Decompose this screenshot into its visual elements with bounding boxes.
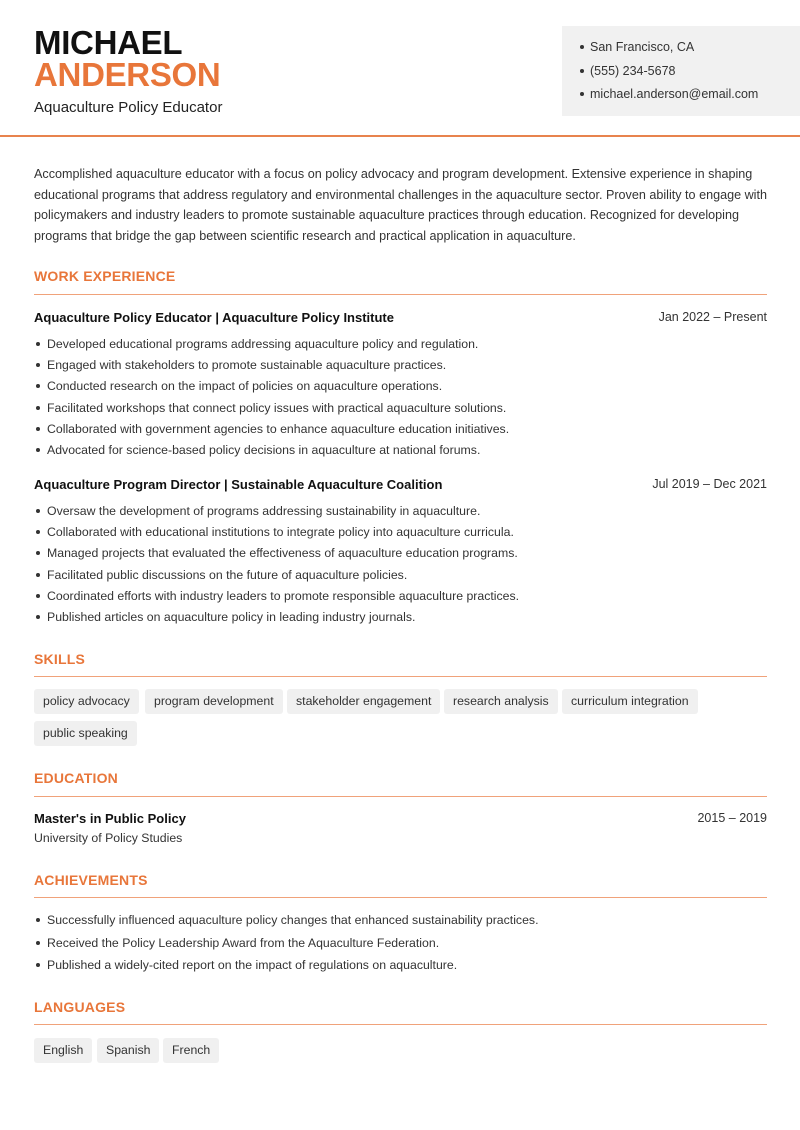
language-tag: Spanish — [97, 1038, 159, 1063]
bullet-item: Managed projects that evaluated the effectiveness of aquaculture education programs. — [34, 545, 767, 566]
bullet-item: Coordinated efforts with industry leaders to promote responsible aquaculture practices. — [34, 588, 767, 609]
bullet-item: Facilitated workshops that connect policy issues with practical aquaculture solutions. — [34, 400, 767, 421]
bullet-item: Conducted research on the impact of policies on aquaculture operations. — [34, 378, 767, 399]
education-degree: Master's in Public Policy — [34, 811, 186, 826]
job-header — [34, 477, 767, 495]
bullet-item: Developed educational programs addressing aquaculture policy and regulation. — [34, 336, 767, 357]
contact-phone: (555) 234-5678 — [562, 63, 800, 87]
skill-tag: public speaking — [34, 721, 137, 746]
contact-location: San Francisco, CA — [562, 39, 800, 63]
language-tag: French — [163, 1038, 219, 1063]
contact-email[interactable]: michael.anderson@email.com — [562, 86, 800, 110]
skill-tag: stakeholder engagement — [287, 689, 440, 714]
resume-header — [0, 0, 800, 137]
language-tag: English — [34, 1038, 92, 1063]
bullet-item: Engaged with stakeholders to promote sustainable aquaculture practices. — [34, 357, 767, 378]
job-header — [34, 310, 767, 328]
section-divider — [34, 294, 767, 295]
section-divider — [34, 796, 767, 797]
achievement-item: Received the Policy Leadership Award from the Aquaculture Federation. — [34, 935, 767, 958]
skill-tag: research analysis — [444, 689, 558, 714]
job-role: Aquaculture Program Director | Sustainable Aquaculture Coalition — [34, 477, 443, 492]
education-dates: 2015 – 2019 — [697, 811, 767, 825]
summary-paragraph: Accomplished aquaculture educator with a focus on policy advocacy and program development. Extensive experience in shaping educational programs that address regulatory and environmental challenges in the aquaculture sector. Proven ability to engage with policymakers and industry leaders to promote sustainable aquaculture practices through education. Recognized for developing programs that bridge the gap between scientific research and practical application in aquaculture. — [34, 167, 767, 243]
section-divider — [34, 1024, 767, 1025]
achievement-item: Published a widely-cited report on the impact of regulations on aquaculture. — [34, 957, 767, 980]
contact-box — [562, 26, 800, 116]
job-bullets — [34, 503, 767, 630]
job-bullets — [34, 336, 767, 463]
bullet-item: Oversaw the development of programs addressing sustainability in aquaculture. — [34, 503, 767, 524]
achievement-bullets — [34, 912, 767, 980]
section-title-education: EDUCATION — [34, 770, 118, 786]
bullet-item: Facilitated public discussions on the future of aquaculture policies. — [34, 567, 767, 588]
skill-tag: curriculum integration — [562, 689, 698, 714]
skill-tag: program development — [145, 689, 283, 714]
section-title-skills: SKILLS — [34, 651, 85, 667]
last-name: ANDERSON — [34, 56, 221, 93]
bullet-item: Advocated for science-based policy decisions in aquaculture at national forums. — [34, 442, 767, 463]
achievement-item: Successfully influenced aquaculture policy changes that enhanced sustainability practices. — [34, 912, 767, 935]
section-title-work: WORK EXPERIENCE — [34, 268, 176, 284]
job-dates: Jul 2019 – Dec 2021 — [652, 477, 767, 491]
bullet-item: Collaborated with educational institutions to integrate policy into aquaculture curricula. — [34, 524, 767, 545]
section-title-achievements: ACHIEVEMENTS — [34, 872, 148, 888]
job-title: Aquaculture Policy Educator — [34, 99, 223, 116]
skill-tag: policy advocacy — [34, 689, 139, 714]
job-role: Aquaculture Policy Educator | Aquaculture Policy Institute — [34, 310, 394, 325]
bullet-item: Collaborated with government agencies to enhance aquaculture education initiatives. — [34, 421, 767, 442]
first-name: MICHAEL — [34, 24, 183, 61]
job-dates: Jan 2022 – Present — [658, 310, 767, 324]
section-title-languages: LANGUAGES — [34, 999, 126, 1015]
section-divider — [34, 676, 767, 677]
section-divider — [34, 897, 767, 898]
bullet-item: Published articles on aquaculture policy in leading industry journals. — [34, 609, 767, 630]
education-school: University of Policy Studies — [34, 831, 183, 845]
